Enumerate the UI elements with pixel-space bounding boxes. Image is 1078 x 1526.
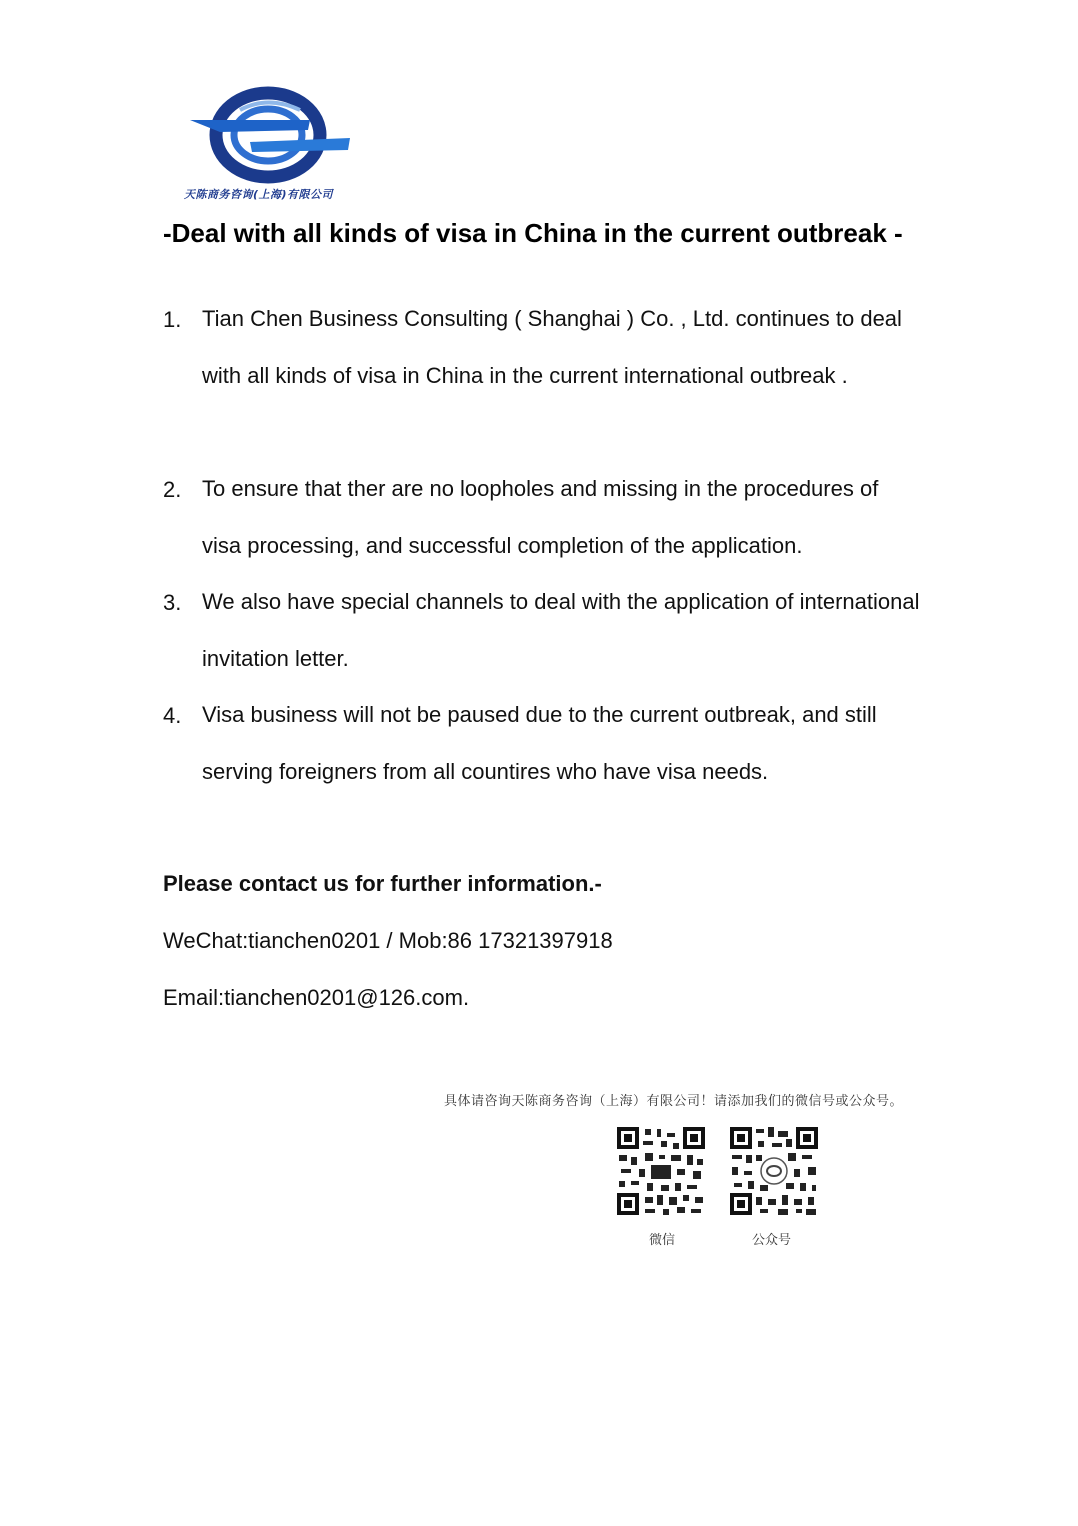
logo-inner-ring (234, 109, 302, 161)
list-item-number: 3. (163, 590, 182, 615)
logo-caption: 天陈商务咨询(上海)有限公司 (184, 188, 334, 201)
list-item-text: To ensure that ther are no loopholes and missing in the procedures of visa processing, and successful completion of the application. (202, 476, 879, 558)
qr-label-wechat: 微信 (649, 1233, 676, 1248)
qr-label-official-account: 公众号 (752, 1233, 792, 1248)
qr-code-icon (615, 1125, 707, 1217)
logo-bar (250, 138, 350, 152)
qr-caption: 具体请咨询天陈商务咨询（上海）有限公司！请添加我们的微信号或公众号。 (444, 1094, 904, 1109)
list-item-number: 2. (163, 477, 182, 502)
list-item-number: 4. (163, 703, 182, 728)
logo-swoosh (190, 120, 310, 132)
list-item (163, 590, 923, 687)
list-item (163, 703, 923, 800)
contact-title: Please contact us for further information.- (163, 871, 602, 896)
contact-wechat-mobile: WeChat:tianchen0201 / Mob:86 17321397918 (163, 928, 613, 953)
list-item-text: Visa business will not be paused due to the current outbreak, and still serving foreigners from all countires who have visa needs. (202, 702, 877, 784)
page-heading: -Deal with all kinds of visa in China in the current outbreak - (163, 218, 903, 248)
list-item-text: We also have special channels to deal with the application of international invitation letter. (202, 589, 920, 671)
contact-email: Email:tianchen0201@126.com. (163, 985, 470, 1010)
qr-code-icon (728, 1125, 820, 1217)
list-item-text: Tian Chen Business Consulting ( Shanghai ) Co. , Ltd. continues to deal with all kinds of visa in China in the current international outbreak . (202, 306, 902, 388)
list-item (163, 307, 923, 404)
list-item-number: 1. (163, 307, 182, 332)
list-item (163, 477, 923, 574)
